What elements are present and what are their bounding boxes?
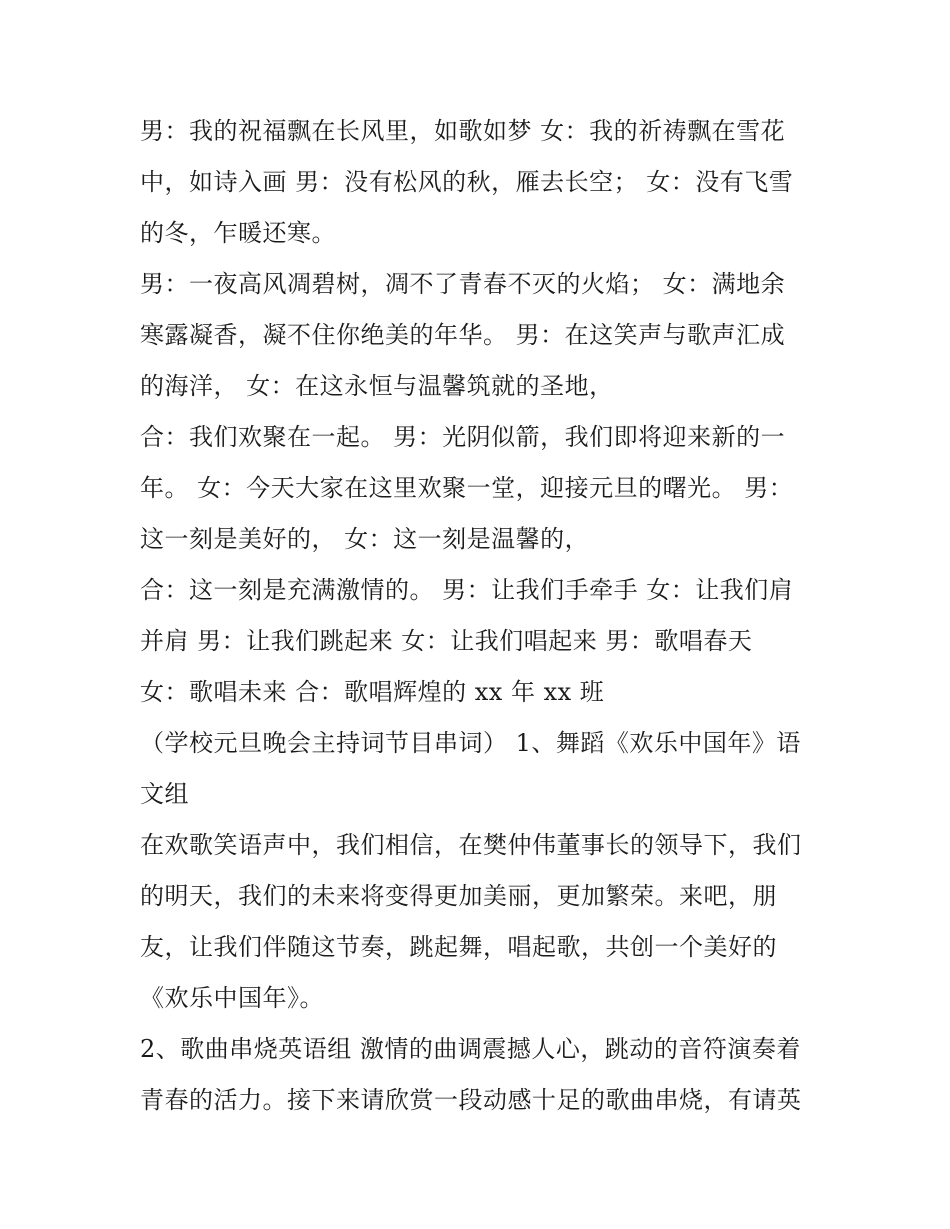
section-heading-line: 2、歌曲串烧英语组 激情的曲调震撼人心，跳动的音符演奏着 — [140, 1035, 801, 1063]
text-line: 的明天，我们的未来将变得更加美丽，更加繁荣。来吧，朋 — [140, 882, 777, 910]
text-line: 的冬，乍暖还寒。 — [140, 219, 336, 247]
text-line: 《欢乐中国年》。 — [140, 984, 324, 1012]
section-heading-line: 文组 — [140, 780, 189, 808]
text-line: 寒露凝香，凝不住你绝美的年华。 男：在这笑声与歌声汇成 — [140, 321, 786, 349]
section-heading-line: （学校元旦晚会主持词节目串词） 1、舞蹈《欢乐中国年》语 — [140, 729, 801, 757]
text-line: 合：这一刻是充满激情的。 男：让我们手牵手 女：让我们肩 — [140, 576, 794, 604]
text-line: 合：我们欢聚在一起。 男：光阴似箭，我们即将迎来新的一 — [140, 423, 786, 451]
text-line: 的海洋， 女：在这永恒与温馨筑就的圣地， — [140, 372, 614, 400]
text-line: 男：一夜高风凋碧树，凋不了青春不灭的火焰； 女：满地余 — [140, 270, 786, 298]
text-line: 女：歌唱未来 合：歌唱辉煌的 xx 年 xx 班 — [140, 678, 605, 706]
text-line: 并肩 男：让我们跳起来 女：让我们唱起来 男：歌唱春天 — [140, 627, 753, 655]
text-line: 这一刻是美好的， 女：这一刻是温馨的， — [140, 525, 590, 553]
text-line: 中，如诗入画 男：没有松风的秋，雁去长空； 女：没有飞雪 — [140, 168, 794, 196]
text-line: 在欢歌笑语声中，我们相信，在樊仲伟董事长的领导下，我们 — [140, 831, 802, 859]
text-line: 青春的活力。接下来请欣赏一段动感十足的歌曲串烧，有请英 — [140, 1086, 802, 1114]
script-text-body — [140, 106, 830, 1126]
text-line: 男：我的祝福飘在长风里，如歌如梦 女：我的祈祷飘在雪花 — [140, 117, 786, 145]
text-line: 友，让我们伴随这节奏，跳起舞，唱起歌，共创一个美好的 — [140, 933, 777, 961]
text-line: 年。 女：今天大家在这里欢聚一堂，迎接元旦的曙光。 男： — [140, 474, 794, 502]
